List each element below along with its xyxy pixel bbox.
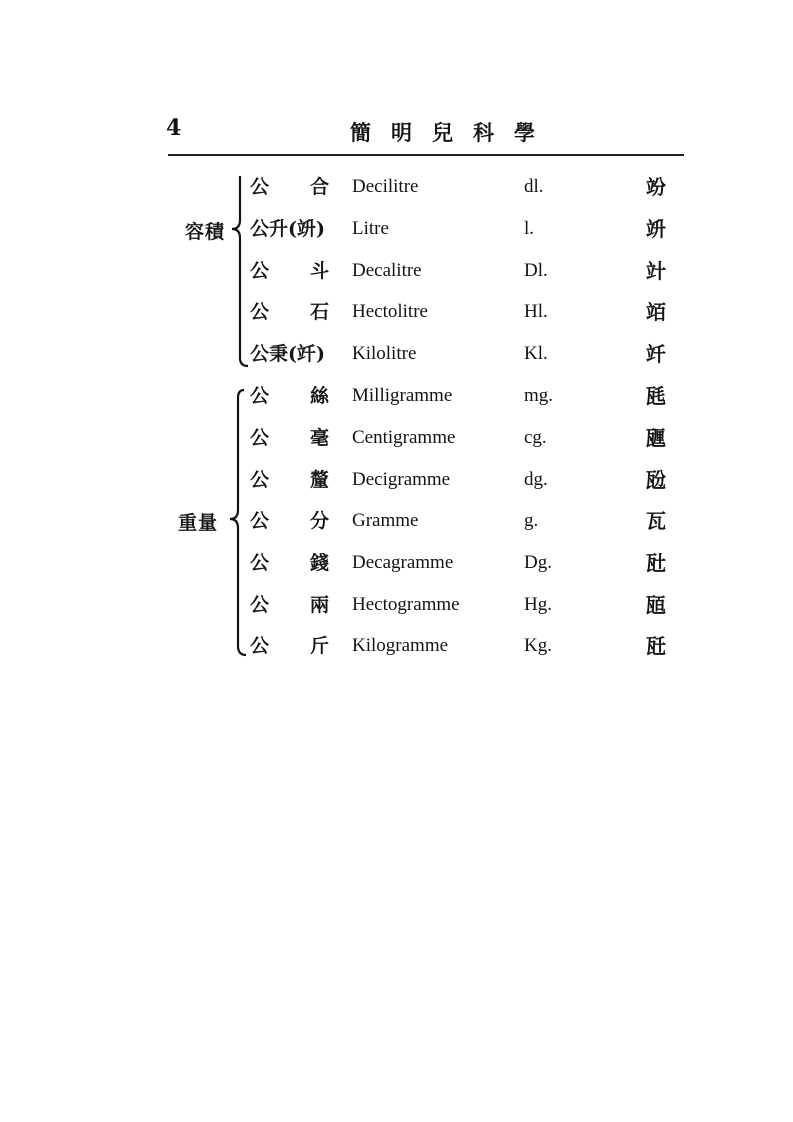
en-name: Litre — [352, 218, 389, 239]
cn-unit: 兩 — [310, 594, 330, 616]
abbreviation: Hl. — [524, 301, 548, 322]
en-name: Decigramme — [352, 469, 451, 490]
cn-unit: 分 — [310, 510, 330, 532]
table-row — [0, 548, 793, 578]
en-name: Hectolitre — [352, 301, 428, 322]
unit-glyph: 竔 — [646, 217, 666, 241]
abbreviation: g. — [524, 510, 539, 531]
cn-prefix: 公 — [250, 594, 270, 616]
unit-glyph: 瓦 — [646, 509, 666, 533]
table-row — [0, 256, 793, 286]
unit-glyph: 竕 — [646, 175, 666, 199]
table-row — [0, 590, 793, 620]
cn-prefix: 公 — [250, 427, 270, 449]
running-title: 簡明兒科學 — [350, 120, 555, 145]
cn-unit: 石 — [310, 301, 330, 323]
abbreviation: l. — [524, 218, 535, 239]
unit-glyph: 竍 — [646, 259, 666, 283]
table-row — [0, 297, 793, 327]
cn-prefix: 公 — [250, 635, 270, 657]
abbreviation: Kg. — [524, 635, 552, 656]
table-row — [0, 381, 793, 411]
en-name: Kilogramme — [352, 635, 449, 656]
table-row — [0, 423, 793, 453]
abbreviation: dg. — [524, 469, 548, 490]
cn-prefix: 公 — [250, 510, 270, 532]
en-name: Decagramme — [352, 552, 454, 573]
en-name: Kilolitre — [352, 343, 417, 364]
cn-unit: 斗 — [310, 260, 330, 282]
en-name: Milligramme — [352, 385, 453, 406]
cn-unit: 釐 — [310, 469, 330, 491]
cn-prefix: 公 — [250, 469, 270, 491]
cn-prefix: 公 — [250, 301, 270, 323]
abbreviation: Kl. — [524, 343, 548, 364]
abbreviation: mg. — [524, 385, 554, 406]
en-name: Centigramme — [352, 427, 456, 448]
en-name: Decilitre — [352, 176, 419, 197]
group-label-volume: 容積 — [185, 221, 226, 243]
cn-prefix: 公 — [250, 260, 270, 282]
cn-prefix: 公 — [250, 176, 270, 198]
abbreviation: cg. — [524, 427, 547, 448]
unit-glyph: 瓰 — [646, 468, 666, 492]
cn-prefix: 公 — [250, 385, 270, 407]
table-row — [0, 339, 793, 369]
table-row — [0, 465, 793, 495]
en-name: Gramme — [352, 510, 419, 531]
cn-unit: 毫 — [310, 427, 330, 449]
cn-unit: 合 — [310, 176, 330, 198]
cn-unit: 錢 — [310, 552, 330, 574]
table-row — [0, 172, 793, 202]
table-row — [0, 631, 793, 661]
unit-glyph: 瓱 — [646, 384, 666, 408]
group-label-weight: 重量 — [178, 512, 219, 534]
cn-unit-full: 公升(竔) — [250, 218, 325, 240]
abbreviation: Hg. — [524, 594, 552, 615]
abbreviation: Dg. — [524, 552, 552, 573]
page-number: 4 — [166, 115, 182, 141]
table-row — [0, 214, 793, 244]
cn-unit-full: 公秉(竏) — [250, 343, 325, 365]
en-name: Hectogramme — [352, 594, 460, 615]
cn-unit: 絲 — [310, 385, 330, 407]
cn-prefix: 公 — [250, 552, 270, 574]
unit-glyph: 瓧 — [646, 551, 666, 575]
table-row — [0, 506, 793, 536]
abbreviation: dl. — [524, 176, 544, 197]
abbreviation: Dl. — [524, 260, 548, 281]
unit-glyph: 竡 — [646, 300, 666, 324]
en-name: Decalitre — [352, 260, 422, 281]
unit-glyph: 瓸 — [646, 593, 666, 617]
unit-glyph: 瓩 — [646, 634, 666, 658]
unit-glyph: 甅 — [646, 426, 666, 450]
unit-glyph: 竏 — [646, 342, 666, 366]
cn-unit: 斤 — [310, 635, 330, 657]
